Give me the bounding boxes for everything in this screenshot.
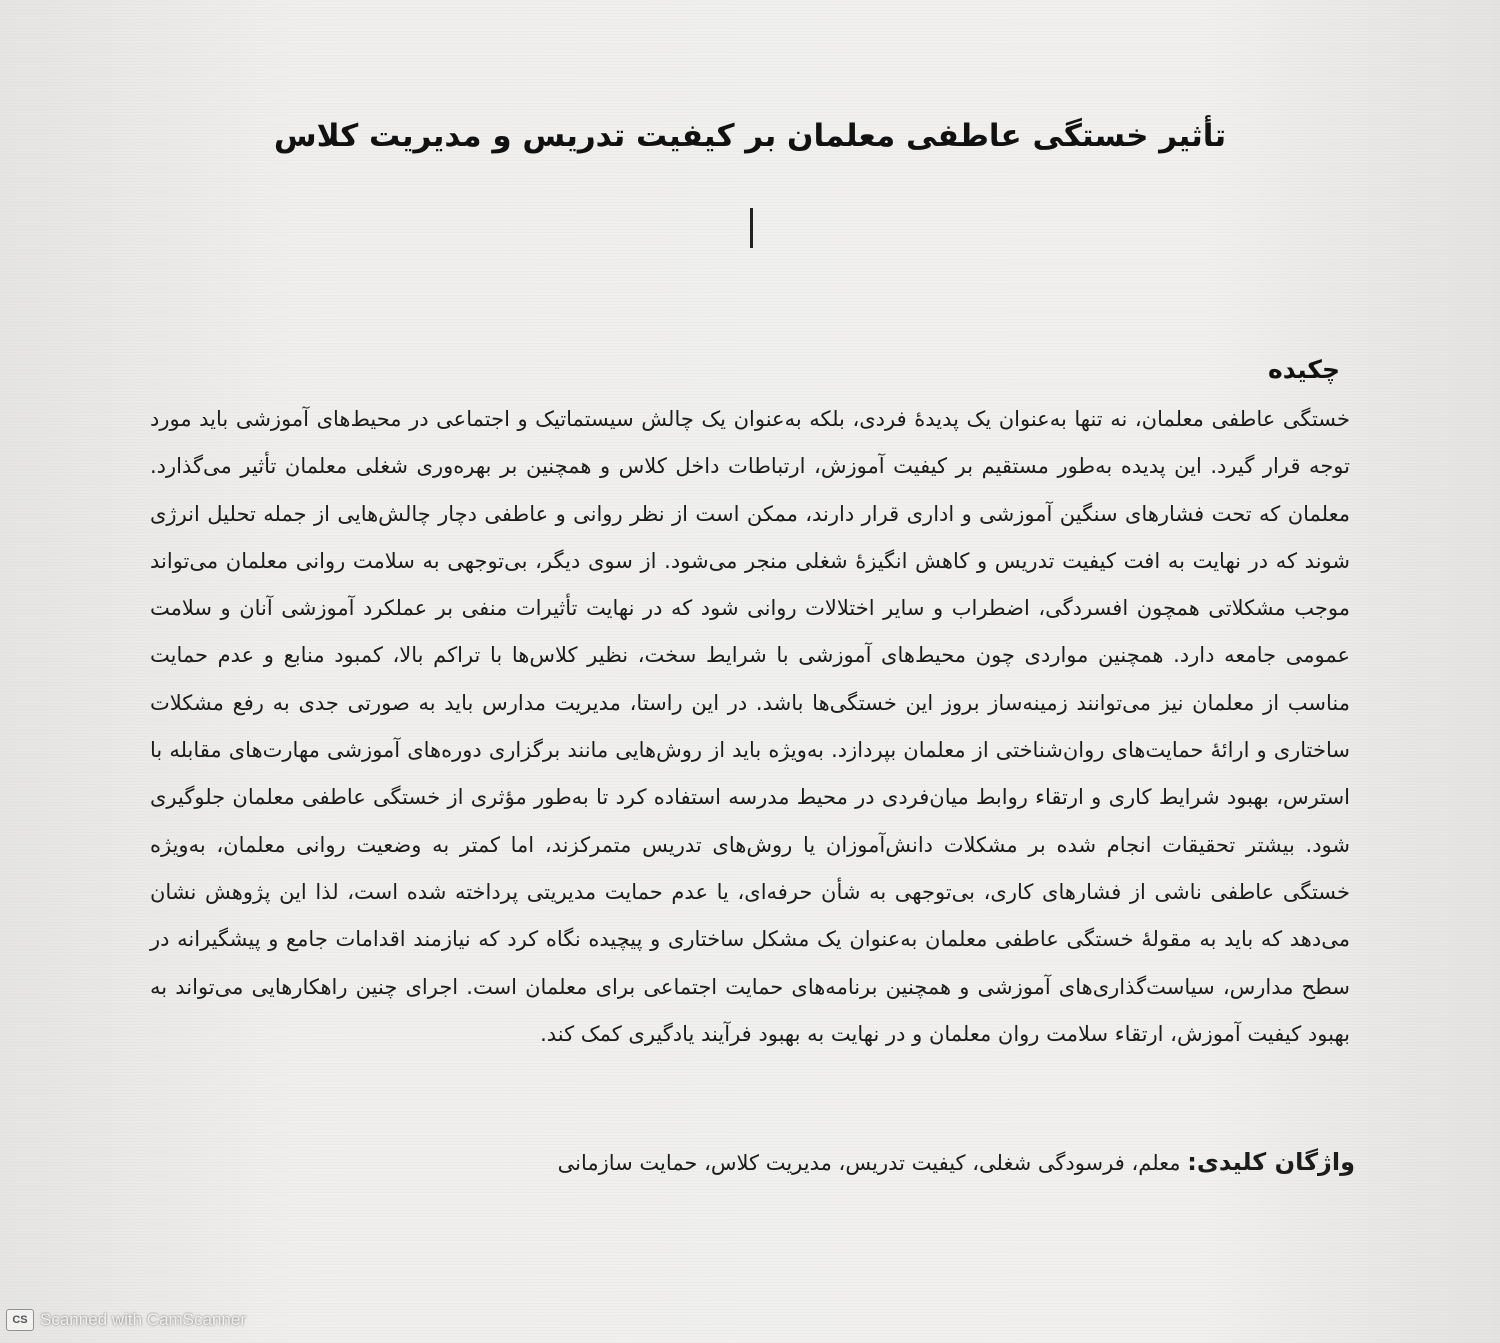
abstract-heading: چکیده	[1268, 355, 1340, 384]
keywords-list: معلم، فرسودگی شغلی، کیفیت تدریس، مدیریت کلاس، حمایت سازمانی	[557, 1151, 1188, 1175]
keywords-label: واژگان کلیدی:	[1187, 1148, 1355, 1176]
text-cursor-mark	[750, 208, 753, 248]
abstract-paragraph: خستگی عاطفی معلمان، نه تنها به‌عنوان یک پدیدهٔ فردی، بلکه به‌عنوان یک چالش سیستماتیک و اجتماعی در محیط‌های آموزشی باید مورد توجه قرار گیرد. این پدیده به‌طور مستقیم بر کیفیت آموزش، ارتباطات داخل کلاس و همچنین بر بهره‌وری شغلی معلمان تأثیر می‌گذارد. معلمان که تحت فشارهای سنگین آموزشی و اداری قرار دارند، ممکن است از نظر روانی و عاطفی دچار چالش‌هایی از جمله تحلیل انرژی شوند که در نهایت به افت کیفیت تدریس و کاهش انگیزهٔ شغلی منجر می‌شود. از سوی دیگر، بی‌توجهی به سلامت روانی معلمان می‌تواند موجب مشکلاتی همچون افسردگی، اضطراب و سایر اختلالات روانی شود که در نهایت تأثیرات منفی بر عملکرد آموزشی آنان و سلامت عمومی جامعه دارد. همچنین مواردی چون محیط‌های آموزشی با شرایط سخت، نظیر کلاس‌ها با تراکم بالا، کمبود منابع و عدم حمایت مناسب از معلمان نیز می‌توانند زمینه‌ساز بروز این خستگی‌ها باشد. در این راستا، مدیریت مدارس باید به صورتی جدی به رفع مشکلات ساختاری و ارائهٔ حمایت‌های روان‌شناختی از معلمان بپردازد. به‌ویژه باید از روش‌هایی مانند برگزاری دوره‌های آموزشی مهارت‌های مقابله با استرس، بهبود شرایط کاری و ارتقاء روابط میان‌فردی در محیط مدرسه استفاده کرد تا به‌طور مؤثری از خستگی عاطفی معلمان جلوگیری شود. بیشتر تحقیقات انجام شده بر مشکلات دانش‌آموزان یا روش‌های تدریس متمرکزند، اما کمتر به وضعیت روانی معلمان، به‌ویژه خستگی عاطفی ناشی از فشارهای کاری، بی‌توجهی به شأن حرفه‌ای، یا عدم حمایت مدیریتی پرداخته شده است، لذا این پژوهش نشان می‌دهد که باید به مقولهٔ خستگی عاطفی معلمان به‌عنوان یک مشکل ساختاری و پیچیده نگاه کرد که نیازمند اقدامات جامع و پیشگیرانه در سطح مدارس، سیاست‌گذاری‌های آموزشی و همچنین برنامه‌های حمایت اجتماعی برای معلمان است. اجرای چنین راهکارهایی می‌تواند به بهبود کیفیت آموزش، ارتقاء سلامت روان معلمان و در نهایت به بهبود فرآیند یادگیری کمک کند.	[150, 407, 1350, 1046]
keywords-line	[355, 1145, 1355, 1180]
camscanner-watermark	[6, 1309, 246, 1331]
camscanner-logo-icon: CS	[6, 1309, 34, 1331]
watermark-text: Scanned with CamScanner	[40, 1310, 247, 1329]
document-title: تأثیر خستگی عاطفی معلمان بر کیفیت تدریس و مدیریت کلاس	[273, 118, 1227, 154]
